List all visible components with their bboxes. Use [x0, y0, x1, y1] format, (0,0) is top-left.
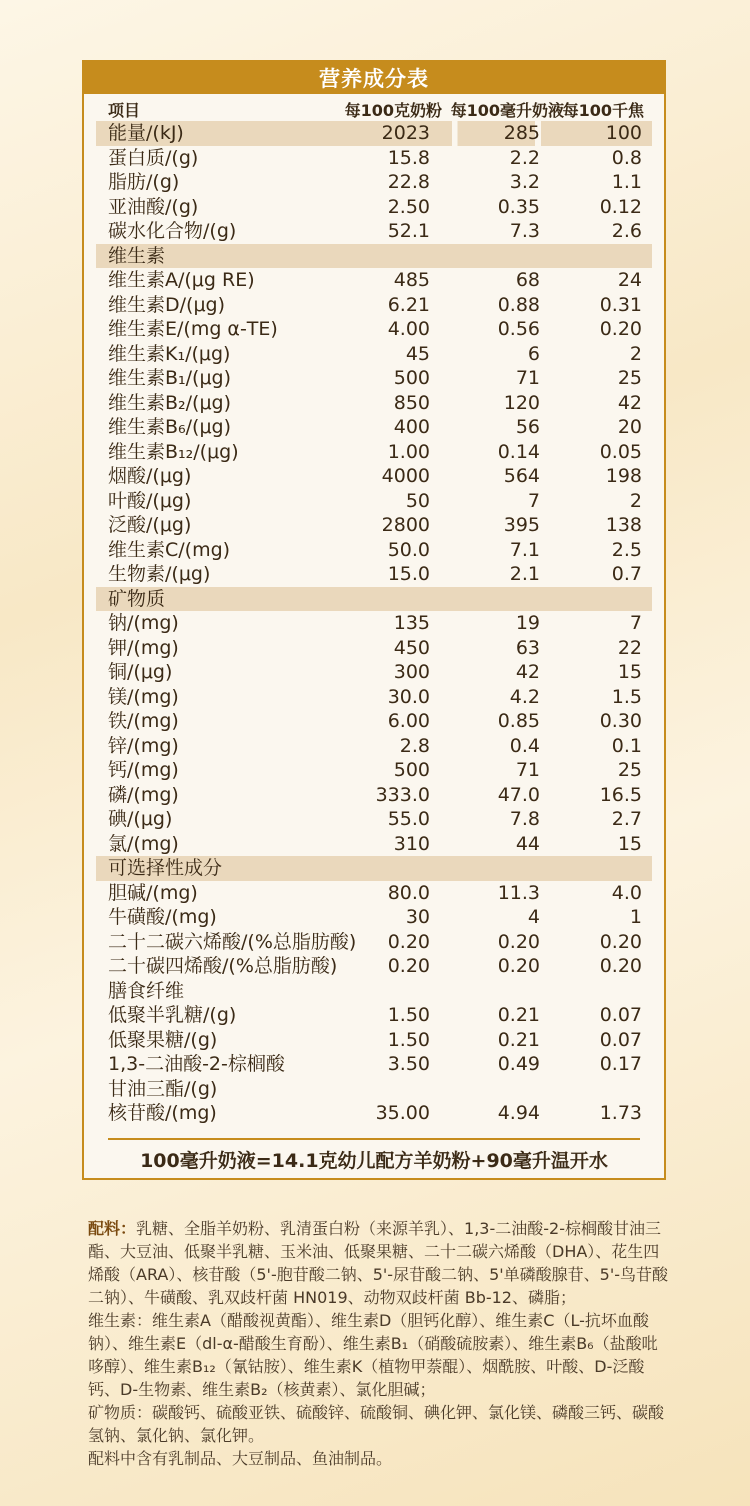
value-per-100g: 1.50: [387, 1004, 430, 1026]
table-row: [84, 195, 664, 220]
value-per-100ml: 395: [503, 514, 540, 536]
table-row: [84, 881, 664, 906]
row-name: 牛磺酸/(mg): [108, 906, 217, 928]
row-name: 钙/(mg): [108, 759, 179, 781]
value-per-100kj: 25: [617, 367, 642, 389]
value-per-100ml: 63: [515, 636, 540, 659]
row-name: 烟酸/(μg): [108, 465, 192, 487]
section-header-row: [96, 244, 652, 269]
table-row: [84, 562, 664, 587]
value-per-100ml: 0.14: [497, 440, 540, 463]
table-row: [84, 1052, 664, 1077]
row-name: 亚油酸/(g): [108, 195, 199, 218]
row-name: 维生素C/(mg): [108, 538, 231, 561]
ingredients-label: 配料：: [88, 1219, 137, 1238]
value-per-100kj: 2: [629, 489, 642, 512]
ingredients-section: [88, 1217, 668, 1470]
table-row: [84, 415, 664, 440]
value-per-100ml: 44: [515, 832, 540, 855]
table-row: [84, 146, 664, 171]
row-name: 泛酸/(μg): [108, 514, 192, 536]
table-row: [84, 1028, 664, 1053]
value-per-100kj: 20: [617, 416, 642, 438]
value-per-100g: 300: [393, 661, 430, 683]
value-per-100g: 500: [393, 367, 430, 389]
value-per-100kj: 0.31: [599, 293, 642, 316]
value-per-100g: 55.0: [387, 808, 430, 830]
table-row: [84, 1077, 664, 1102]
value-per-100kj: 0.7: [611, 563, 642, 585]
value-per-100ml: 56: [515, 416, 540, 438]
row-name: 钠/(mg): [108, 612, 179, 634]
table-title: 营养成分表: [84, 62, 664, 94]
value-per-100ml: 2.1: [509, 563, 540, 585]
value-per-100kj: 22: [617, 636, 642, 659]
row-name: 铁/(mg): [108, 710, 179, 732]
row-name: 矿物质: [108, 587, 166, 610]
value-per-100g: 1.50: [387, 1028, 430, 1051]
row-name: 维生素A/(μg RE): [108, 269, 255, 291]
row-name: 低聚果糖/(g): [108, 1028, 218, 1051]
table-row: [84, 293, 664, 318]
table-row: [84, 611, 664, 636]
ingredients-text: 乳糖、全脂羊奶粉、乳清蛋白粉（来源羊乳）、1,3-二油酸-2-棕榈酸甘油三酯、大豆油、低聚半乳糖、玉米油、低聚果糖、二十二碳六烯酸（DHA）、花生四烯酸（ARA）、核苷酸（5'-胞苷酸二钠、5'-尿苷酸二钠、5'单磷酸腺苷、5'-鸟苷酸二钠）、牛磺酸、乳双歧杆菌 HN019、动物双歧杆菌 Bb-12、磷脂；: [88, 1219, 668, 1307]
value-per-100ml: 285: [503, 122, 540, 144]
table-row: [84, 440, 664, 465]
value-per-100g: 400: [393, 416, 430, 438]
value-per-100kj: 4.0: [611, 881, 642, 904]
table-row: [84, 366, 664, 391]
value-per-100g: 15.8: [387, 146, 430, 169]
value-per-100ml: 120: [503, 391, 540, 414]
value-per-100g: 3.50: [387, 1053, 430, 1075]
value-per-100g: 0.20: [387, 955, 430, 977]
value-per-100ml: 42: [515, 661, 540, 683]
table-row: [84, 1101, 664, 1126]
table-row: [84, 807, 664, 832]
value-per-100ml: 0.49: [497, 1053, 540, 1075]
value-per-100g: 1.00: [387, 440, 430, 463]
value-per-100kj: 25: [617, 759, 642, 781]
value-per-100ml: 4: [527, 906, 540, 928]
value-per-100g: 500: [393, 759, 430, 781]
row-name: 1,3-二油酸-2-棕榈酸: [108, 1053, 285, 1075]
table-row: [84, 391, 664, 416]
row-name: 二十二碳六烯酸/(%总脂肪酸): [108, 930, 357, 953]
value-per-100kj: 0.20: [599, 318, 642, 340]
value-per-100kj: 15: [617, 661, 642, 683]
value-per-100kj: 0.30: [599, 710, 642, 732]
table-row: [84, 783, 664, 808]
table-row: [84, 685, 664, 710]
table-row: [84, 513, 664, 538]
value-per-100ml: 4.94: [497, 1102, 540, 1124]
value-per-100ml: 0.21: [497, 1028, 540, 1051]
value-per-100ml: 0.4: [509, 734, 540, 757]
row-name: 维生素D/(μg): [108, 293, 226, 316]
value-per-100kj: 0.1: [611, 734, 642, 757]
table-row: [84, 979, 664, 1004]
value-per-100g: 52.1: [387, 220, 430, 242]
value-per-100kj: 0.20: [599, 955, 642, 977]
value-per-100g: 30.0: [387, 685, 430, 708]
row-name: 二十碳四烯酸/(%总脂肪酸): [108, 955, 338, 977]
value-per-100kj: 198: [605, 465, 642, 487]
row-name: 胆碱/(mg): [108, 881, 198, 904]
value-per-100kj: 7: [629, 612, 642, 634]
value-per-100g: 310: [393, 832, 430, 855]
value-per-100g: 22.8: [387, 171, 430, 193]
value-per-100ml: 0.35: [497, 195, 540, 218]
row-name: 膳食纤维: [108, 979, 185, 1002]
table-row: [84, 538, 664, 563]
value-per-100g: 0.20: [387, 930, 430, 953]
value-per-100kj: 16.5: [599, 783, 642, 806]
value-per-100kj: 1.73: [599, 1102, 642, 1124]
value-per-100g: 450: [393, 636, 430, 659]
table-header: [84, 94, 664, 121]
table-row: [84, 636, 664, 661]
table-row: [84, 219, 664, 244]
value-per-100kj: 0.8: [611, 146, 642, 169]
table-row: [84, 954, 664, 979]
header-item: 项目: [108, 101, 141, 120]
value-per-100g: 2.8: [399, 734, 430, 757]
value-per-100g: 50.0: [387, 538, 430, 561]
value-per-100g: 6.21: [387, 293, 430, 316]
value-per-100g: 2800: [381, 514, 430, 536]
value-per-100kj: 0.20: [599, 930, 642, 953]
row-name: 维生素B₆/(μg): [108, 416, 232, 438]
row-name: 可选择性成分: [108, 857, 223, 879]
section-header-row: [96, 587, 652, 612]
value-per-100ml: 71: [515, 759, 540, 781]
value-per-100g: 35.00: [375, 1102, 430, 1124]
row-name: 脂肪/(g): [108, 171, 180, 193]
value-per-100ml: 0.88: [497, 293, 540, 316]
value-per-100kj: 1.5: [611, 685, 642, 708]
value-per-100ml: 0.85: [497, 710, 540, 732]
preparation-note: 100毫升奶液=14.1克幼儿配方羊奶粉+90毫升温开水: [108, 1138, 640, 1178]
row-name: 蛋白质/(g): [108, 146, 199, 169]
value-per-100kj: 2.7: [611, 808, 642, 830]
value-per-100kj: 2.5: [611, 538, 642, 561]
table-row: [84, 464, 664, 489]
row-name: 维生素B₂/(μg): [108, 391, 232, 414]
value-per-100kj: 1.1: [611, 171, 642, 193]
table-row: [84, 342, 664, 367]
value-per-100ml: 7.1: [509, 538, 540, 561]
section-header-row: [96, 856, 652, 881]
vitamins-paragraph: 维生素：维生素A（醋酸视黄酯）、维生素D（胆钙化醇）、维生素C（L-抗坏血酸钠）、维生素E（dl-α-醋酸生育酚）、维生素B₁（硝酸硫胺素）、维生素B₆（盐酸吡哆醇）、维生素B₁₂（氰钴胺）、维生素K（植物甲萘醌）、烟酰胺、叶酸、D-泛酸钙、D-生物素、维生素B₂（核黄素）、氯化胆碱；: [88, 1311, 658, 1399]
value-per-100g: 50: [405, 489, 430, 512]
value-per-100ml: 0.56: [497, 318, 540, 340]
value-per-100g: 485: [393, 269, 430, 291]
value-per-100kj: 0.07: [599, 1004, 642, 1026]
value-per-100kj: 100: [605, 122, 642, 144]
value-per-100ml: 3.2: [509, 171, 540, 193]
value-per-100ml: 7.3: [509, 220, 540, 242]
row-name: 能量/(kJ): [108, 122, 184, 144]
value-per-100ml: 19: [515, 612, 540, 634]
value-per-100ml: 564: [503, 465, 540, 487]
value-per-100ml: 4.2: [509, 685, 540, 708]
value-per-100kj: 138: [605, 514, 642, 536]
value-per-100kj: 24: [617, 269, 642, 291]
table-row: [84, 758, 664, 783]
table-row: [84, 905, 664, 930]
table-row: [84, 1003, 664, 1028]
row-name: 维生素E/(mg α-TE): [108, 318, 278, 340]
table-row: [84, 268, 664, 293]
row-name: 维生素B₁₂/(μg): [108, 440, 239, 463]
table-row: [96, 121, 652, 146]
value-per-100kj: 2.6: [611, 220, 642, 242]
table-row: [84, 317, 664, 342]
table-body: [84, 121, 664, 1126]
value-per-100ml: 6: [527, 342, 540, 365]
table-row: [84, 930, 664, 955]
header-per-100g: 每100克奶粉: [344, 101, 442, 120]
value-per-100ml: 0.21: [497, 1004, 540, 1026]
nutrition-table: [82, 60, 666, 1180]
value-per-100ml: 7.8: [509, 808, 540, 830]
value-per-100kj: 0.05: [599, 440, 642, 463]
row-name: 甘油三酯/(g): [108, 1077, 218, 1100]
value-per-100ml: 7: [527, 489, 540, 512]
table-row: [84, 489, 664, 514]
value-per-100ml: 47.0: [497, 783, 540, 806]
row-name: 碳水化合物/(g): [108, 220, 237, 242]
minerals-paragraph: 矿物质：碳酸钙、硫酸亚铁、硫酸锌、硫酸铜、碘化钾、氯化镁、磷酸三钙、碳酸氢钠、氯化钠、氯化钾。: [88, 1403, 665, 1445]
table-row: [84, 734, 664, 759]
row-name: 氯/(mg): [108, 832, 179, 855]
value-per-100g: 80.0: [387, 881, 430, 904]
row-name: 核苷酸/(mg): [108, 1102, 217, 1124]
value-per-100kj: 0.12: [599, 195, 642, 218]
row-name: 铜/(μg): [108, 661, 173, 683]
row-name: 磷/(mg): [108, 783, 179, 806]
value-per-100g: 45: [405, 342, 430, 365]
row-name: 钾/(mg): [108, 636, 179, 659]
value-per-100ml: 0.20: [497, 955, 540, 977]
value-per-100g: 30: [405, 906, 430, 928]
allergen-paragraph: 配料中含有乳制品、大豆制品、鱼油制品。: [88, 1449, 393, 1468]
row-name: 叶酸/(μg): [108, 489, 192, 512]
row-name: 维生素B₁/(μg): [108, 367, 232, 389]
value-per-100ml: 68: [515, 269, 540, 291]
table-row: [84, 170, 664, 195]
value-per-100kj: 1: [629, 906, 642, 928]
value-per-100g: 333.0: [375, 783, 430, 806]
row-name: 镁/(mg): [108, 685, 179, 708]
value-per-100g: 6.00: [387, 710, 430, 732]
header-per-100ml: 每100毫升奶液: [450, 101, 564, 120]
row-name: 锌/(mg): [108, 734, 179, 757]
value-per-100kj: 15: [617, 832, 642, 855]
row-name: 维生素K₁/(μg): [108, 342, 231, 365]
header-per-100kj: 每100千焦: [562, 101, 644, 120]
value-per-100g: 2023: [381, 122, 430, 144]
value-per-100g: 2.50: [387, 195, 430, 218]
row-name: 生物素/(μg): [108, 563, 211, 585]
value-per-100g: 135: [393, 612, 430, 634]
ingredients-paragraph: [88, 1217, 668, 1309]
value-per-100g: 4.00: [387, 318, 430, 340]
value-per-100ml: 0.20: [497, 930, 540, 953]
value-per-100g: 850: [393, 391, 430, 414]
value-per-100g: 15.0: [387, 563, 430, 585]
value-per-100ml: 11.3: [497, 881, 540, 904]
value-per-100kj: 42: [617, 391, 642, 414]
table-row: [84, 660, 664, 685]
value-per-100ml: 2.2: [509, 146, 540, 169]
row-name: 维生素: [108, 244, 166, 267]
value-per-100ml: 71: [515, 367, 540, 389]
table-row: [84, 709, 664, 734]
row-name: 低聚半乳糖/(g): [108, 1004, 237, 1026]
table-row: [84, 832, 664, 857]
value-per-100kj: 0.17: [599, 1053, 642, 1075]
value-per-100kj: 0.07: [599, 1028, 642, 1051]
value-per-100kj: 2: [629, 342, 642, 365]
row-name: 碘/(μg): [108, 808, 173, 830]
value-per-100g: 4000: [381, 465, 430, 487]
